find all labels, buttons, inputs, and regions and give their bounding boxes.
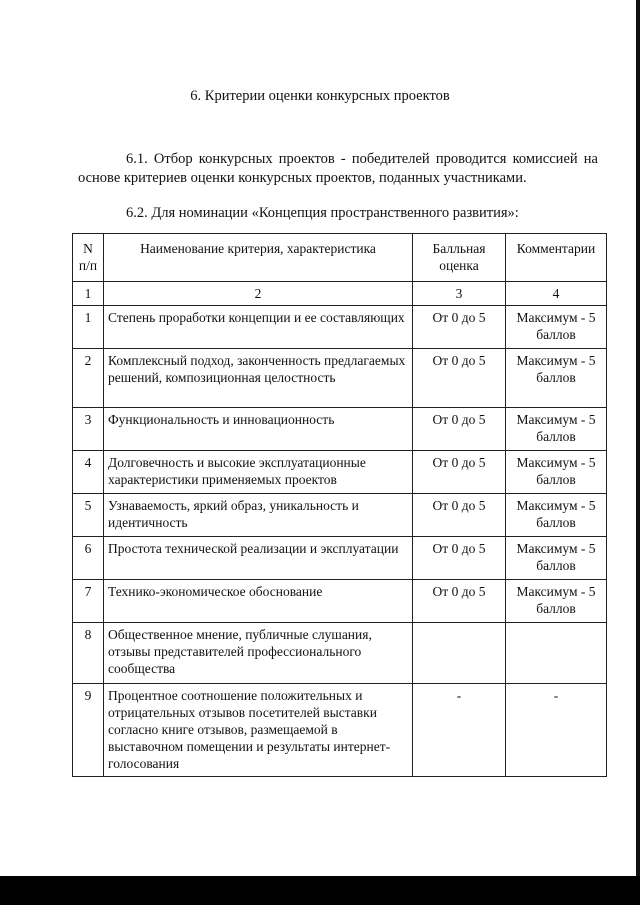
section-title: 6. Критерии оценки конкурсных проектов: [190, 88, 450, 104]
criterion-score: От 0 до 5: [413, 451, 506, 494]
criterion-name: Простота технической реализации и эксплуатации: [104, 537, 413, 580]
criterion-comment: Максимум - 5 баллов: [506, 349, 607, 408]
row-number: 2: [73, 349, 104, 408]
table-header-row: [73, 234, 607, 282]
table-row: [73, 408, 607, 451]
table-row: [73, 451, 607, 494]
row-number: 3: [73, 408, 104, 451]
criterion-comment: Максимум - 5 баллов: [506, 580, 607, 623]
criterion-comment: Максимум - 5 баллов: [506, 306, 607, 349]
scan-edge: [636, 0, 640, 876]
row-number: 4: [73, 451, 104, 494]
criterion-score: [413, 623, 506, 684]
row-number: 5: [73, 494, 104, 537]
criterion-score: От 0 до 5: [413, 408, 506, 451]
criterion-name: Общественное мнение, публичные слушания, отзывы представителей профессионального сообщества: [104, 623, 413, 684]
row-number: 9: [73, 684, 104, 777]
criterion-comment: Максимум - 5 баллов: [506, 408, 607, 451]
table-row: [73, 537, 607, 580]
criterion-name: Комплексный подход, законченность предлагаемых решений, композиционная целостность: [104, 349, 413, 408]
criterion-comment: Максимум - 5 баллов: [506, 537, 607, 580]
criterion-name: Технико-экономическое обоснование: [104, 580, 413, 623]
criterion-comment: -: [506, 684, 607, 777]
header-comments: Комментарии: [506, 234, 607, 282]
paragraph-6-2: 6.2. Для номинации «Концепция пространственного развития»:: [126, 205, 519, 221]
column-number: 3: [413, 282, 506, 306]
criterion-score: От 0 до 5: [413, 537, 506, 580]
header-criterion: Наименование критерия, характеристика: [104, 234, 413, 282]
table-row: [73, 684, 607, 777]
criterion-score: От 0 до 5: [413, 349, 506, 408]
criterion-name: Функциональность и инновационность: [104, 408, 413, 451]
paragraph-6-1: 6.1. Отбор конкурсных проектов - победителей проводится комиссией на основе критериев оценки конкурсных проектов, поданных участниками.: [78, 151, 598, 186]
column-number-row: [73, 282, 607, 306]
column-number: 2: [104, 282, 413, 306]
column-number: 4: [506, 282, 607, 306]
criterion-comment: [506, 623, 607, 684]
criterion-score: От 0 до 5: [413, 580, 506, 623]
row-number: 8: [73, 623, 104, 684]
criterion-name: Узнаваемость, яркий образ, уникальность и идентичность: [104, 494, 413, 537]
criterion-score: От 0 до 5: [413, 494, 506, 537]
row-number: 7: [73, 580, 104, 623]
criteria-table: [72, 233, 607, 777]
criterion-score: От 0 до 5: [413, 306, 506, 349]
table-row: [73, 349, 607, 408]
table-row: [73, 623, 607, 684]
header-number: N п/п: [73, 234, 104, 282]
table-row: [73, 580, 607, 623]
column-number: 1: [73, 282, 104, 306]
table-row: [73, 494, 607, 537]
criterion-name: Степень проработки концепции и ее составляющих: [104, 306, 413, 349]
table-row: [73, 306, 607, 349]
row-number: 1: [73, 306, 104, 349]
criterion-score: -: [413, 684, 506, 777]
criterion-name: Долговечность и высокие эксплуатационные характеристики применяемых проектов: [104, 451, 413, 494]
criterion-comment: Максимум - 5 баллов: [506, 494, 607, 537]
row-number: 6: [73, 537, 104, 580]
criterion-comment: Максимум - 5 баллов: [506, 451, 607, 494]
header-score: Балльная оценка: [413, 234, 506, 282]
criterion-name: Процентное соотношение положительных и отрицательных отзывов посетителей выставки согласно книге отзывов, размещаемой в выставочном помещении и результаты интернет-голосования: [104, 684, 413, 777]
